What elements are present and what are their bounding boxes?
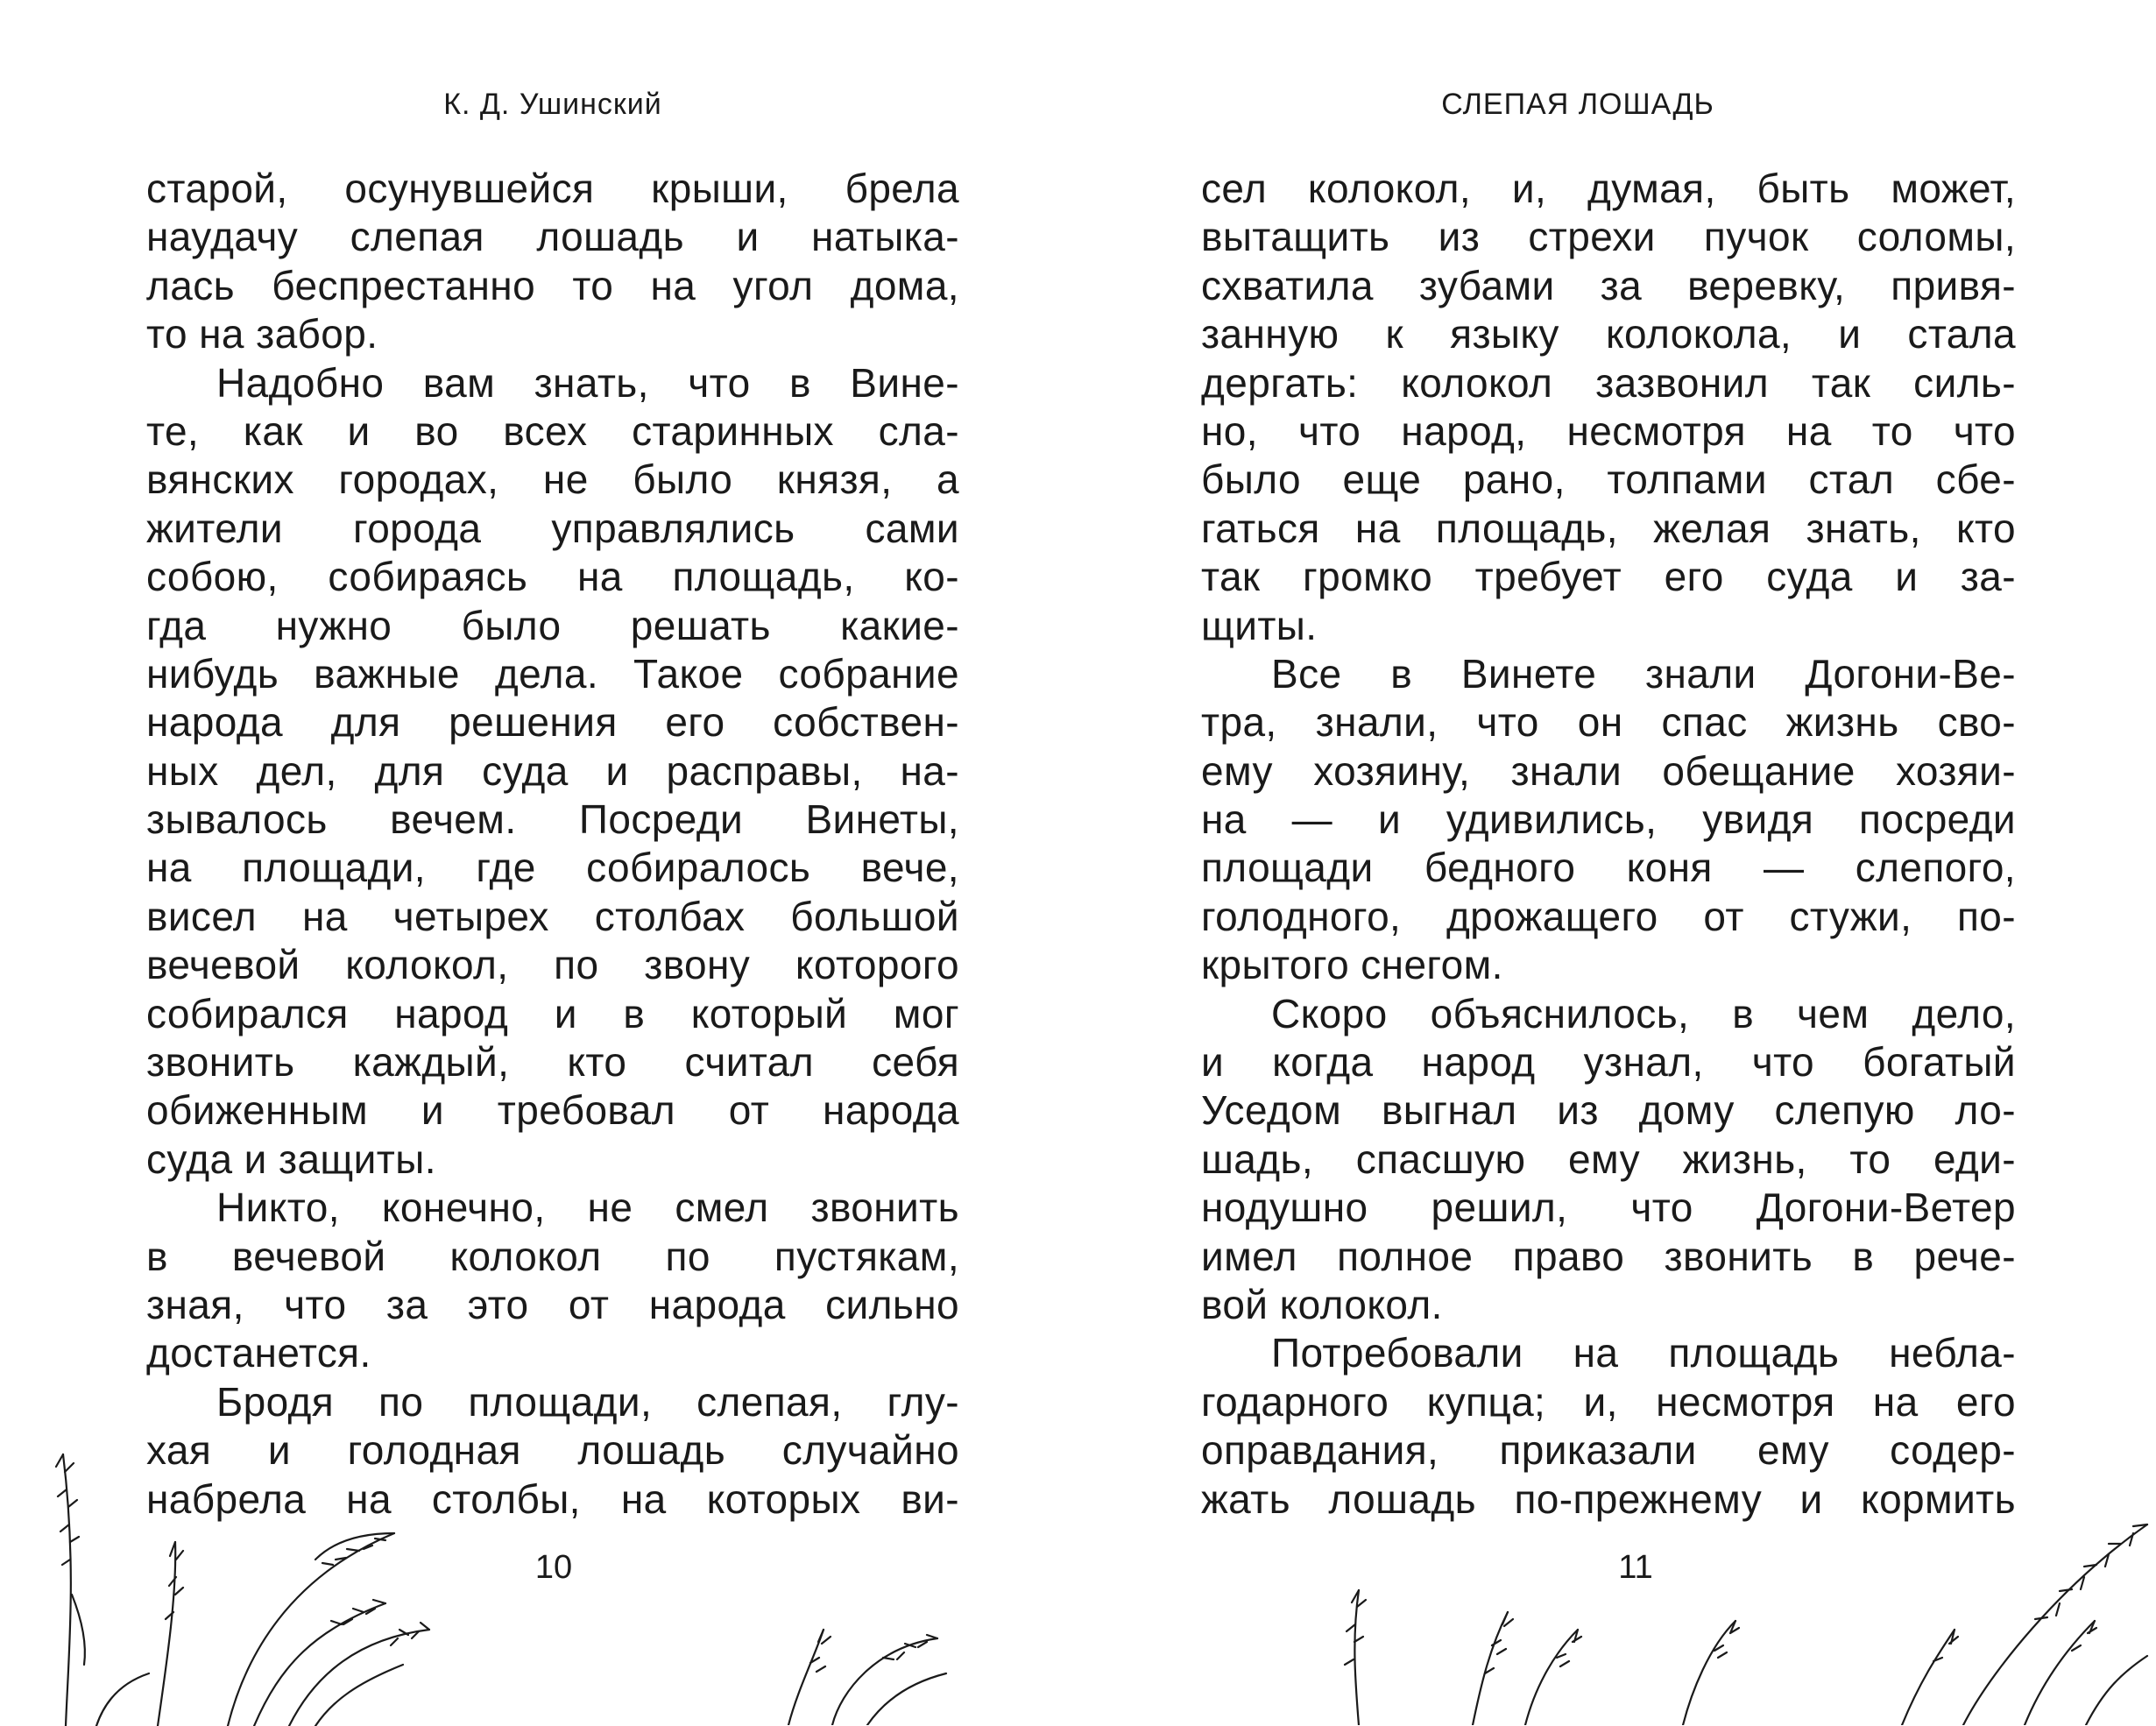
text-line: в вечевой колокол по пустякам, [146, 1233, 959, 1279]
text-line: на площади, где собиралось вече, [146, 845, 959, 891]
text-line: на — и удивились, увидя посреди [1201, 796, 2016, 843]
text-line: вой колокол. [1201, 1281, 1443, 1327]
text-line: наудачу слепая лошадь и натыка- [146, 214, 959, 260]
grass-sketch-icon [771, 1603, 964, 1725]
text-line: звонить каждый, кто считал себя [146, 1039, 959, 1086]
text-line: площади бедного коня — слепого, [1201, 845, 2016, 891]
text-line: схватила зубами за веревку, привя- [1201, 262, 2016, 308]
text-line: вытащить из стрехи пучок соломы, [1201, 214, 2016, 260]
text-line: достанется. [146, 1330, 371, 1376]
text-line: Потребовали на площадь небла- [1271, 1330, 2016, 1376]
text-line: зная, что за это от народа сильно [146, 1281, 959, 1327]
left-page [0, 0, 1078, 1725]
text-line: тра, знали, что он спас жизнь сво- [1201, 699, 2016, 746]
grass-sketch-icon [26, 1437, 517, 1726]
text-line: набрела на столбы, на которых ви- [146, 1475, 959, 1522]
text-line: Бродя по площади, слепая, глу- [216, 1378, 959, 1425]
text-line: и когда народ узнал, что богатый [1201, 1039, 2016, 1086]
page-number-left: 10 [534, 1549, 573, 1586]
running-head-title: СЛЕПАЯ ЛОШАДЬ [1441, 88, 1714, 121]
text-line: жители города управлялись сами [146, 505, 959, 551]
text-line: вянских городах, не было князя, а [146, 456, 959, 503]
text-line: висел на четырех столбах большой [146, 893, 959, 939]
text-line: дергать: колокол зазвонил так силь- [1201, 359, 2016, 406]
text-line: вечевой колокол, по звону которого [146, 942, 959, 988]
text-line: гда нужно было решать какие- [146, 602, 959, 648]
text-line: занную к языку колокола, и стала [1201, 311, 2016, 357]
text-line: старой, осунувшейся крыши, брела [146, 166, 959, 211]
text-line: зывалось вечем. Посреди Винеты, [146, 796, 959, 843]
text-line: собирался народ и в который мог [146, 990, 959, 1036]
text-line: имел полное право звонить в рече- [1201, 1233, 2016, 1279]
text-line: но, что народ, несмотря на то что [1201, 407, 2016, 454]
text-line: ных дел, для суда и расправы, на- [146, 747, 959, 794]
text-line: суда и защиты. [146, 1135, 436, 1182]
page-number-right: 11 [1618, 1549, 1653, 1586]
right-text-block [1201, 165, 2016, 1524]
text-line: Надобно вам знать, что в Вине- [216, 359, 959, 406]
text-line: нодушно решил, что Догони-Ветер [1201, 1185, 2016, 1231]
text-line: хая и голодная лошадь случайно [146, 1427, 959, 1474]
text-line: жать лошадь по-прежнему и кормить [1201, 1475, 2016, 1522]
text-line: то на забор. [146, 311, 378, 357]
grass-sketch-icon [1884, 1507, 2156, 1725]
running-head-author: К. Д. Ушинский [443, 88, 662, 121]
right-page [1078, 0, 2156, 1725]
text-line: ему хозяину, знали обещание хозяи- [1201, 747, 2016, 794]
text-line: гаться на площадь, желая знать, кто [1201, 505, 2016, 551]
text-line: Скоро объяснилось, в чем дело, [1271, 990, 2016, 1036]
text-line: Уседом выгнал из дому слепую ло- [1201, 1087, 2016, 1134]
text-line: нибудь важные дела. Такое собрание [146, 650, 959, 697]
text-line: сел колокол, и, думая, быть может, [1201, 166, 2016, 211]
text-line: обиженным и требовал от народа [146, 1087, 959, 1134]
text-line: Все в Винете знали Догони-Ве- [1271, 650, 2016, 697]
text-line: оправдания, приказали ему содер- [1201, 1427, 2016, 1474]
text-line: щиты. [1201, 602, 1318, 648]
text-line: годарного купца; и, несмотря на его [1201, 1378, 2016, 1425]
text-line: шадь, спасшую ему жизнь, то еди- [1201, 1135, 2016, 1182]
text-line: крытого снегом. [1201, 942, 1503, 988]
text-line: народа для решения его собствен- [146, 699, 959, 746]
text-line: Никто, конечно, не смел звонить [216, 1185, 959, 1231]
text-line: голодного, дрожащего от стужи, по- [1201, 893, 2016, 939]
grass-sketch-icon [1297, 1577, 1753, 1725]
text-line: было еще рано, толпами стал сбе- [1201, 456, 2016, 503]
left-text-block [146, 165, 959, 1524]
text-line: те, как и во всех старинных сла- [146, 407, 959, 454]
text-line: собою, собираясь на площадь, ко- [146, 554, 959, 600]
text-line: лась беспрестанно то на угол дома, [146, 262, 959, 308]
text-line: так громко требует его суда и за- [1201, 554, 2016, 600]
